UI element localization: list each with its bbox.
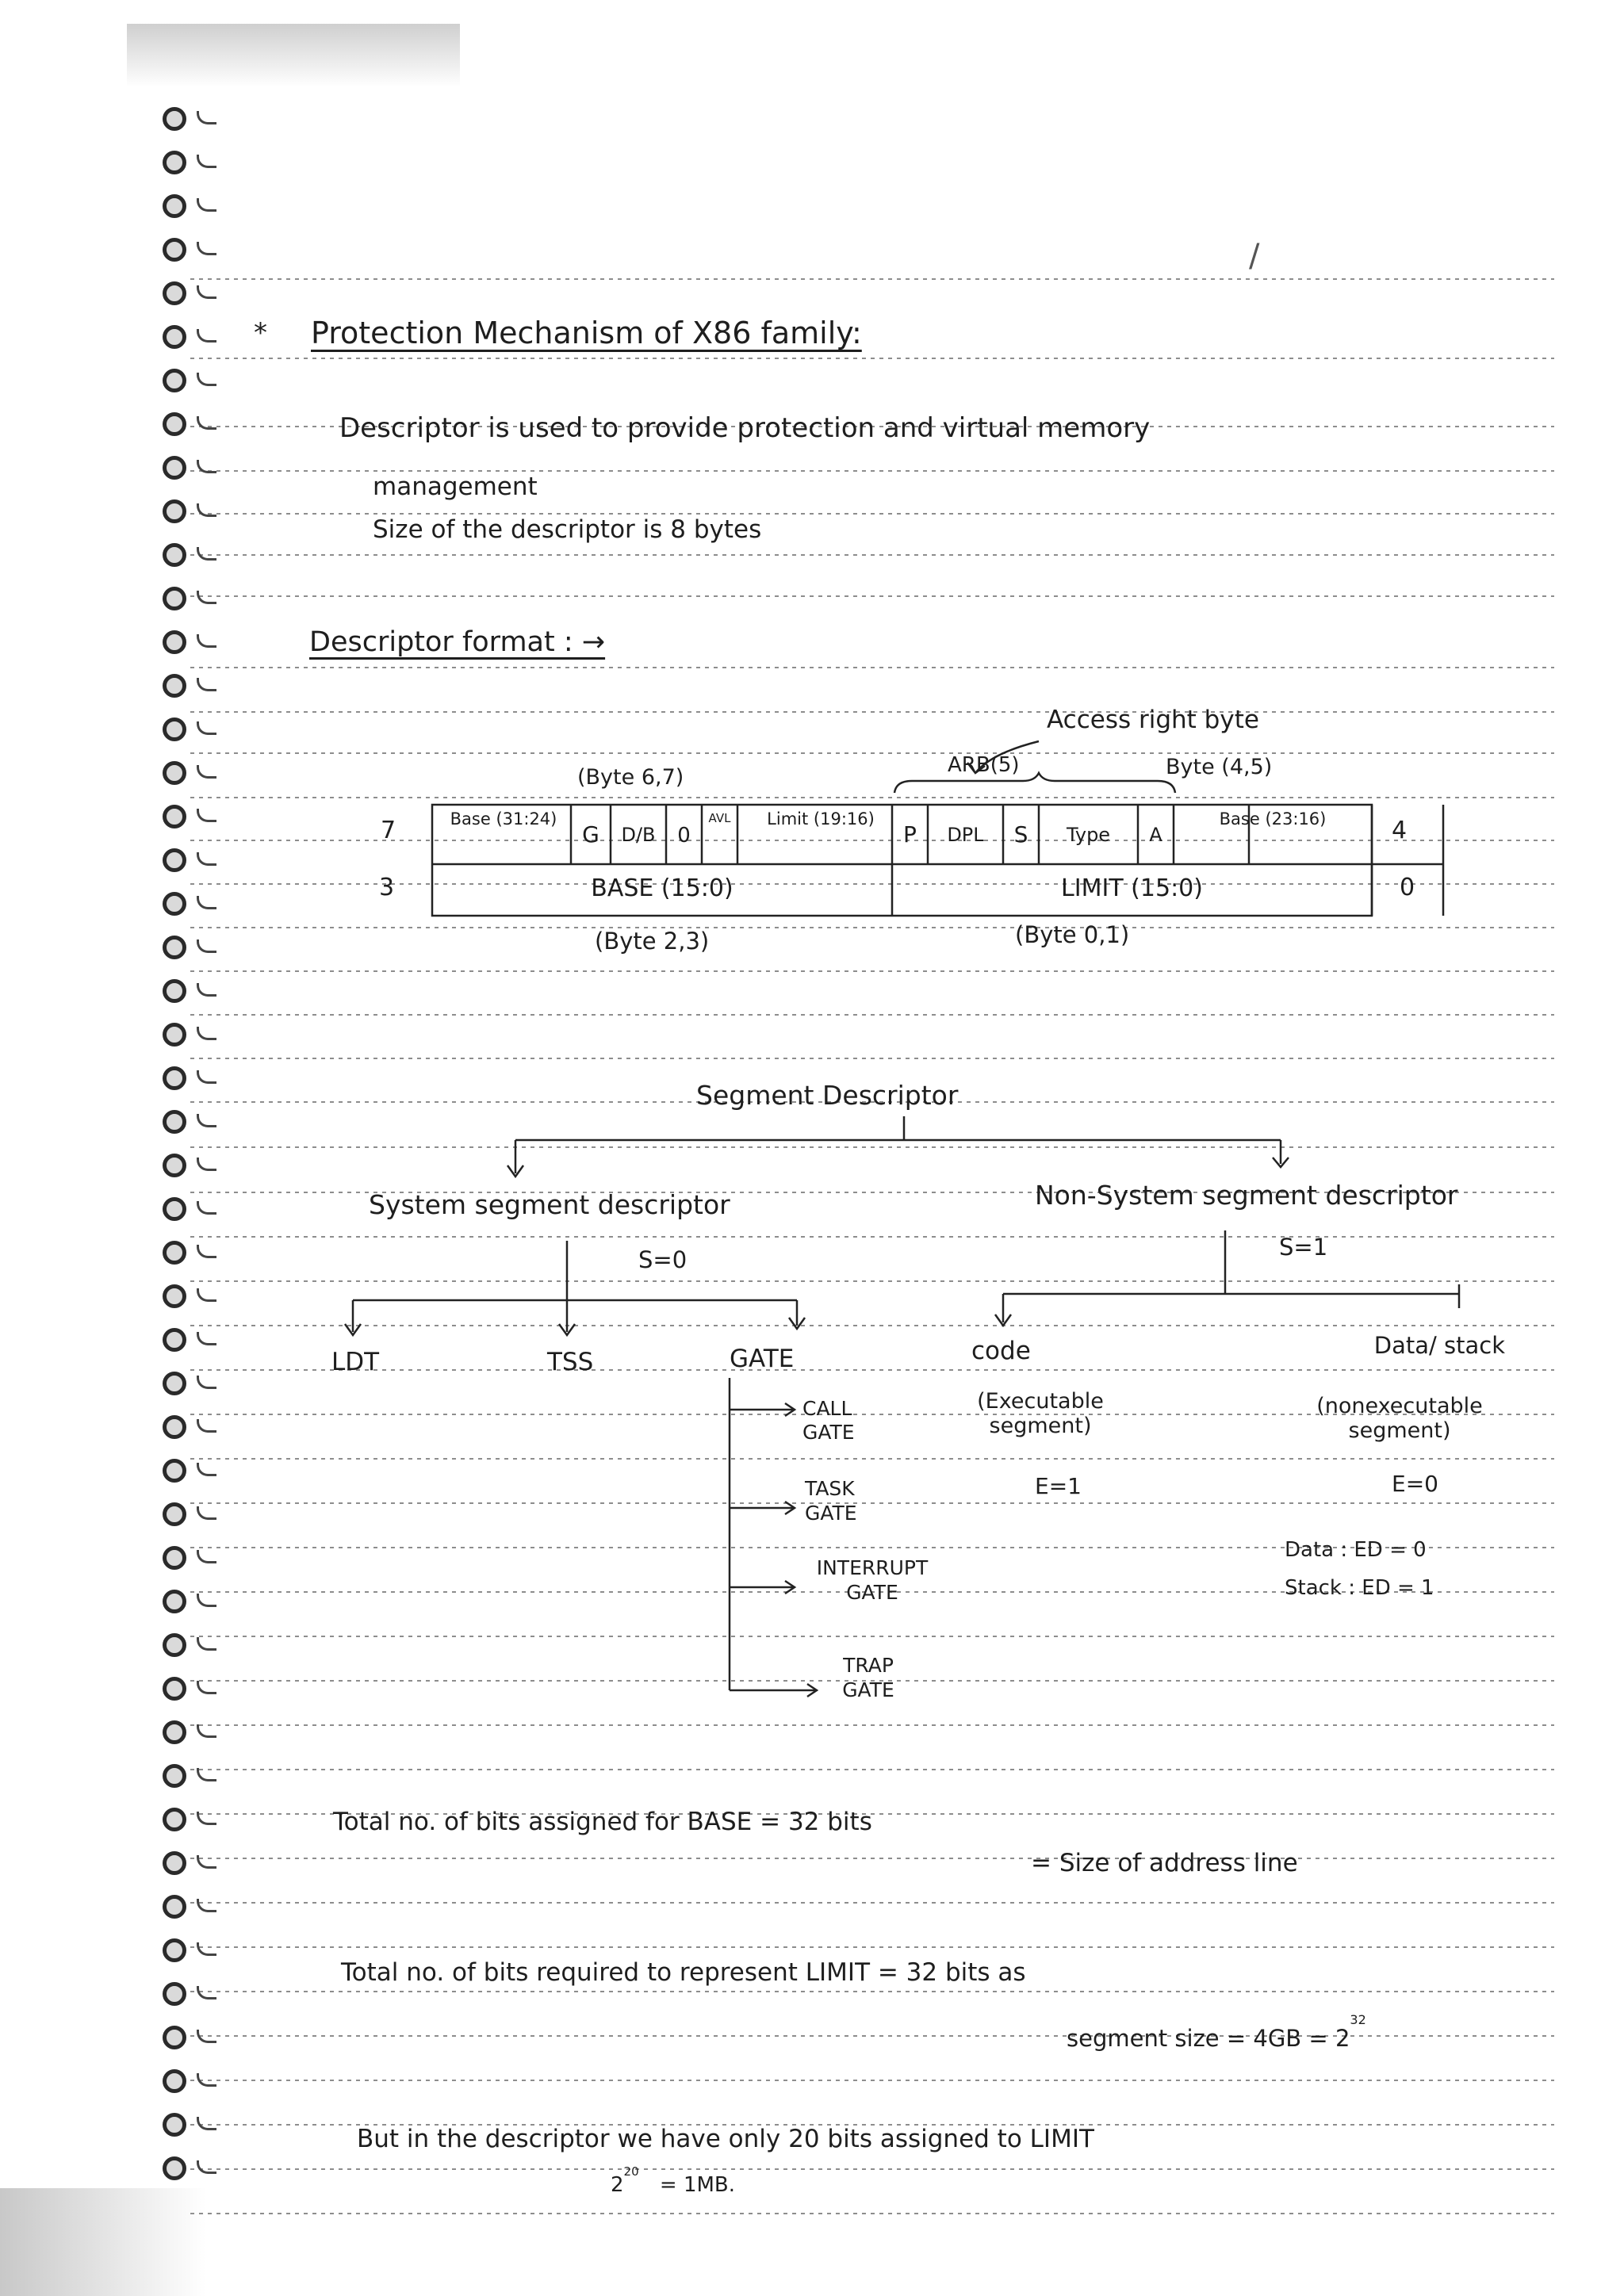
intro-line-3: Size of the descriptor is 8 bytes [373, 515, 762, 544]
tree-stack-ed: Stack : ED = 1 [1285, 1576, 1434, 1600]
note-limit-bits: Total no. of bits required to represent LIMIT = 32 bits as [341, 1958, 1026, 1987]
cell-limit-19-16: Limit (19:16) [767, 809, 875, 828]
note-base-bits: Total no. of bits assigned for BASE = 32 bits [333, 1808, 872, 1836]
tree-non-system: Non-System segment descriptor [1035, 1180, 1458, 1211]
note-mb [611, 2164, 735, 2197]
page-title: Protection Mechanism of X86 family: [311, 316, 862, 350]
tree-code: code [971, 1337, 1031, 1365]
byte-23-label: (Byte 2,3) [595, 928, 710, 955]
cell-a: A [1149, 824, 1162, 846]
title-star: * [254, 317, 267, 349]
note-mb-base: 2 [611, 2173, 624, 2197]
tree-system: System segment descriptor [369, 1189, 730, 1220]
byte-45-label: Byte (4,5) [1166, 755, 1273, 779]
cell-zero: 0 [677, 824, 691, 848]
cell-base-23-16: Base (23:16) [1219, 809, 1327, 828]
row-index-7: 7 [381, 817, 396, 844]
intro-line-1: Descriptor is used to provide protection and virtual memory [339, 412, 1151, 444]
tree-root: Segment Descriptor [696, 1080, 959, 1111]
gate-task: TASK GATE [805, 1477, 857, 1525]
note-but: But in the descriptor we have only 20 bits assigned to LIMIT [357, 2125, 1094, 2153]
tree-data-stack: Data/ stack [1373, 1332, 1505, 1359]
access-right-label: Access right byte [1047, 706, 1259, 734]
byte-01-label: (Byte 0,1) [1015, 921, 1130, 948]
tree-s0: S=0 [638, 1246, 688, 1273]
margin-tick: / [1249, 238, 1260, 274]
cell-p: P [903, 821, 917, 848]
cell-type: Type [1066, 824, 1111, 846]
gate-call: CALL GATE [802, 1397, 855, 1444]
note-base-eq: = Size of address line [1031, 1849, 1298, 1877]
cell-limit-15-0: LIMIT (15:0) [1061, 874, 1203, 902]
tree-e1: E=1 [1035, 1473, 1082, 1499]
tree-s1: S=1 [1279, 1234, 1328, 1261]
tree-data-desc: (nonexecutable segment) [1316, 1394, 1483, 1444]
byte-67-label: (Byte 6,7) [577, 765, 684, 790]
cell-g: G [582, 821, 599, 848]
row-index-4: 4 [1392, 817, 1408, 844]
tree-gate: GATE [730, 1345, 795, 1373]
row-index-3: 3 [379, 874, 395, 901]
note-seg-size [1067, 2012, 1366, 2052]
note-mb-exp: 20 [623, 2164, 639, 2179]
row-index-0: 0 [1400, 874, 1415, 901]
tree-code-desc: (Executable segment) [977, 1389, 1104, 1439]
arb-label: ARB(5) [948, 753, 1020, 777]
tree-data-ed: Data : ED = 0 [1285, 1538, 1427, 1562]
tree-tss: TSS [547, 1348, 594, 1376]
cell-base-31-24: Base (31:24) [450, 809, 557, 828]
tree-e0: E=0 [1392, 1471, 1438, 1497]
intro-line-2: management [373, 473, 538, 501]
gate-interrupt: INTERRUPT GATE [816, 1556, 929, 1605]
cell-dpl: DPL [947, 824, 984, 846]
gate-trap: TRAP GATE [842, 1654, 894, 1702]
cell-base-15-0: BASE (15:0) [591, 874, 733, 902]
note-seg-size-text: segment size = 4GB = 2 [1067, 2025, 1350, 2052]
cell-db: D/B [621, 824, 656, 846]
note-mb-eq: = 1MB. [659, 2173, 736, 2197]
descriptor-format-heading: Descriptor format : → [309, 626, 606, 658]
note-seg-size-exp: 32 [1350, 2012, 1366, 2027]
cell-s: S [1013, 821, 1028, 848]
tree-ldt: LDT [331, 1348, 380, 1376]
cell-avl: AVL [708, 811, 731, 825]
